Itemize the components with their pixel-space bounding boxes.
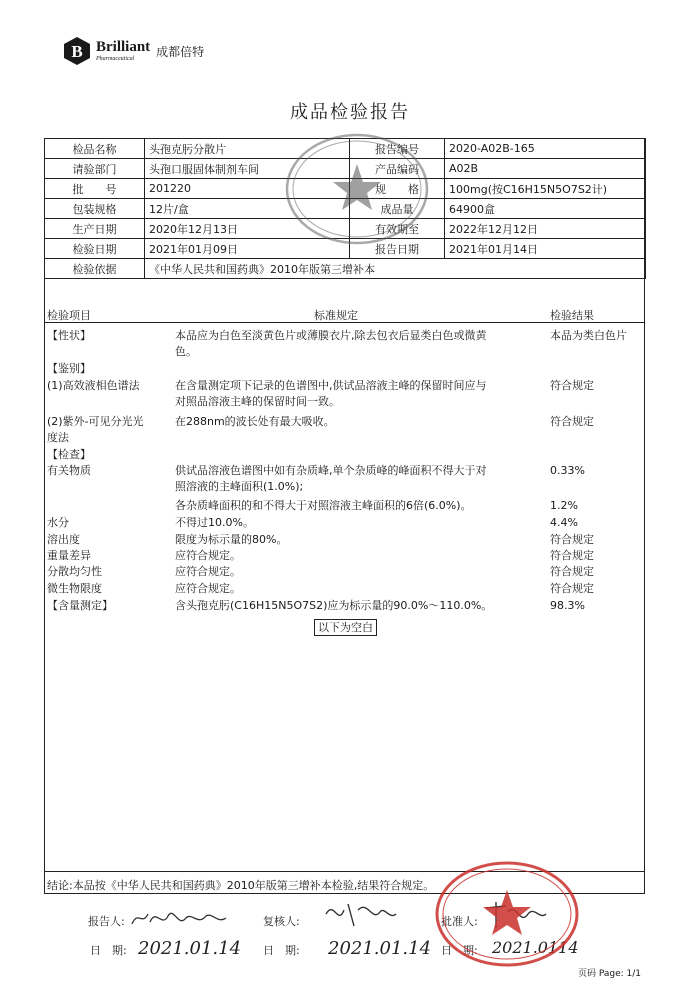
- header-value: 2021年01月14日: [445, 239, 646, 259]
- result-dissolution: 符合规定: [550, 533, 594, 546]
- header-label: 产品编码: [350, 159, 445, 179]
- reporter-label: 报告人:: [88, 915, 125, 928]
- approver-label: 批准人:: [441, 915, 478, 928]
- item-microbial-limit: 微生物限度: [47, 582, 102, 595]
- blank-below-note: 以下为空白: [314, 619, 377, 636]
- header-label: 规 格: [350, 179, 445, 199]
- reviewer-signature: [320, 896, 400, 932]
- header-value: 201220: [145, 179, 350, 199]
- reviewer-date-handwritten: 2021.01.14: [328, 938, 432, 959]
- item-hplc: (1)高效液相色谱法: [47, 379, 140, 392]
- quality-stamp-top: [282, 130, 432, 248]
- header-label: 检验日期: [45, 239, 145, 259]
- column-item-header: 检验项目: [47, 309, 91, 322]
- header-value: A02B: [445, 159, 646, 179]
- standard-related-3: 各杂质峰面积的和不得大于对照溶液主峰面积的6倍(6.0%)。: [175, 499, 472, 512]
- approver-date-handwritten: 2021.0114: [492, 938, 579, 957]
- header-value: 2022年12月12日: [445, 219, 646, 239]
- conclusion-text: 结论:本品按《中华人民共和国药典》2010年版第三增补本检验,结果符合规定。: [47, 879, 435, 892]
- standard-uniformity: 应符合规定。: [175, 565, 241, 578]
- header-label: 报告编号: [350, 139, 445, 159]
- item-dissolution: 溶出度: [47, 533, 80, 546]
- result-related-1: 0.33%: [550, 464, 585, 477]
- header-value: 12片/盒: [145, 199, 350, 219]
- item-appearance: 【性状】: [47, 329, 91, 342]
- standard-related-1: 供试品溶液色谱图中如有杂质峰,单个杂质峰的峰面积不得大于对: [175, 464, 487, 477]
- column-result-header: 检验结果: [550, 309, 594, 322]
- standard-dissolution: 限度为标示量的80%。: [175, 533, 288, 546]
- header-label: 包装规格: [45, 199, 145, 219]
- basis-label: 检验依据: [45, 259, 145, 279]
- header-value: 64900盒: [445, 199, 646, 219]
- header-label: 批 号: [45, 179, 145, 199]
- result-assay: 98.3%: [550, 599, 585, 612]
- result-related-2: 1.2%: [550, 499, 578, 512]
- header-value: 头孢口服固体制剂车间: [145, 159, 350, 179]
- item-uv-1: (2)紫外-可见分光光: [47, 415, 144, 428]
- result-water: 4.4%: [550, 516, 578, 529]
- result-microbe: 符合规定: [550, 582, 594, 595]
- header-value: 2020-A02B-165: [445, 139, 646, 159]
- header-value: 2020年12月13日: [145, 219, 350, 239]
- item-weight-variation: 重量差异: [47, 549, 91, 562]
- header-label: 检品名称: [45, 139, 145, 159]
- standard-appearance-2: 色。: [175, 345, 197, 358]
- standard-hplc-1: 在含量测定项下记录的色谱图中,供试品溶液主峰的保留时间应与: [175, 379, 487, 392]
- header-label: 报告日期: [350, 239, 445, 259]
- standard-microbe: 应符合规定。: [175, 582, 241, 595]
- result-hplc: 符合规定: [550, 379, 594, 392]
- standard-water: 不得过10.0%。: [175, 516, 254, 529]
- column-header-divider: [44, 322, 645, 323]
- item-uv-2: 度法: [47, 431, 69, 444]
- brilliant-logo-icon: [62, 36, 92, 66]
- standard-related-2: 照溶液的主峰面积(1.0%);: [175, 480, 304, 493]
- item-assay: 【含量测定】: [47, 599, 113, 612]
- section-identification: 【鉴别】: [47, 362, 91, 375]
- result-uniformity: 符合规定: [550, 565, 594, 578]
- header-label: 成品量: [350, 199, 445, 219]
- header-value: 2021年01月09日: [145, 239, 350, 259]
- header-label: 生产日期: [45, 219, 145, 239]
- item-related-substances: 有关物质: [47, 464, 91, 477]
- standard-hplc-2: 对照品溶液主峰的保留时间一致。: [175, 395, 340, 408]
- brand-name: Brilliant: [96, 39, 151, 55]
- header-label: 请验部门: [45, 159, 145, 179]
- header-value: 100mg(按C16H15N5O7S2计): [445, 179, 646, 199]
- company-logo: [62, 36, 204, 66]
- reviewer-date-label: 日 期:: [263, 944, 300, 957]
- basis-value: 《中华人民共和国药典》2010年版第三增补本: [145, 259, 646, 279]
- standard-weight: 应符合规定。: [175, 549, 241, 562]
- approver-date-label: 日 期:: [441, 944, 478, 957]
- brand-subtitle: Pharmaceutical: [96, 56, 135, 62]
- column-standard-header: 标准规定: [314, 309, 358, 322]
- header-value: 头孢克肟分散片: [145, 139, 350, 159]
- standard-appearance-1: 本品应为白色至淡黄色片或薄膜衣片,除去包衣后显类白色或微黄: [175, 329, 487, 342]
- standard-uv: 在288nm的波长处有最大吸收。: [175, 415, 335, 428]
- result-appearance: 本品为类白色片: [550, 329, 627, 342]
- item-dispersion-uniformity: 分散均匀性: [47, 565, 102, 578]
- reporter-date-label: 日 期:: [90, 944, 127, 957]
- company-name-cn: 成都倍特: [156, 44, 205, 59]
- result-uv: 符合规定: [550, 415, 594, 428]
- basis-row: [45, 259, 646, 279]
- header-label: 有效期至: [350, 219, 445, 239]
- reporter-signature: [128, 904, 238, 934]
- quality-stamp-bottom: [432, 858, 582, 970]
- page-number: 页码 Page: 1/1: [578, 969, 642, 979]
- section-tests: 【检查】: [47, 448, 91, 461]
- report-title: 成品检验报告: [290, 102, 410, 123]
- result-weight: 符合规定: [550, 549, 594, 562]
- standard-assay: 含头孢克肟(C16H15N5O7S2)应为标示量的90.0%～110.0%。: [175, 599, 493, 612]
- reviewer-label: 复核人:: [263, 915, 300, 928]
- item-water: 水分: [47, 516, 69, 529]
- reporter-date-handwritten: 2021.01.14: [138, 938, 242, 959]
- svg-text:B: B: [71, 42, 83, 61]
